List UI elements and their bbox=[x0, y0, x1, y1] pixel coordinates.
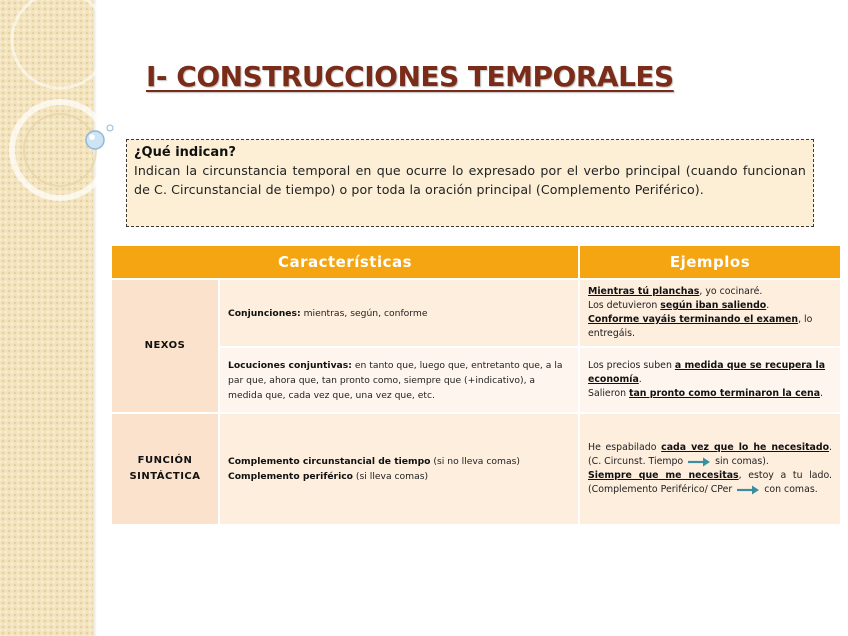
example-text: , yo cocinaré. bbox=[699, 286, 763, 297]
example-text: . bbox=[766, 300, 770, 311]
locuciones-term: Locuciones conjuntivas: bbox=[228, 359, 352, 371]
locuciones-cell bbox=[219, 347, 579, 413]
table-row-conjunciones bbox=[111, 279, 841, 347]
example-text: , estoy a tu lado. (Complemento Periférico/ CPer bbox=[588, 470, 833, 495]
conjunciones-list: mientras, según, conforme bbox=[300, 307, 428, 319]
example-text: . (C. Circunst. Tiempo bbox=[588, 442, 833, 467]
table-row-funcion bbox=[111, 413, 841, 525]
conjunciones-term: Conjunciones: bbox=[228, 307, 301, 319]
example-underlined: a medida que se recupera la economía bbox=[588, 360, 826, 385]
example-text: . bbox=[820, 388, 824, 399]
intro-text: Indican la circunstancia temporal en que ocurre lo expresado por el verbo principal (cuando funcionan de C. Circunstancial de tiempo) o por toda la oración principal (Complemento Periférico). bbox=[134, 163, 806, 197]
category-funcion bbox=[111, 413, 219, 525]
example-underlined: cada vez que lo he necesitado bbox=[661, 442, 830, 453]
funcion-cct-note: (si no lleva comas) bbox=[430, 456, 520, 467]
funcion-cper: Complemento periférico bbox=[228, 471, 353, 482]
category-nexos-label: NEXOS bbox=[144, 340, 186, 351]
header-ejemplos: Ejemplos bbox=[579, 245, 841, 279]
funcion-cell bbox=[219, 413, 579, 525]
funcion-cper-note: (si lleva comas) bbox=[353, 471, 429, 482]
slide-title: I- CONSTRUCCIONES TEMPORALES bbox=[146, 60, 674, 93]
example-text: , lo entregáis. bbox=[588, 314, 813, 339]
example-text: Los precios suben bbox=[588, 360, 675, 371]
example-text: sin comas). bbox=[715, 456, 769, 467]
arrow-right-icon bbox=[687, 457, 711, 467]
table-header-row bbox=[111, 245, 841, 279]
example-underlined: Conforme vayáis terminando el examen bbox=[588, 314, 799, 325]
funcion-examples bbox=[579, 413, 841, 525]
locuciones-examples bbox=[579, 347, 841, 413]
arrow-right-icon bbox=[736, 485, 760, 495]
intro-question: ¿Qué indican? bbox=[134, 145, 236, 160]
conjunciones-examples bbox=[579, 279, 841, 347]
category-funcion-label-1: FUNCIÓN bbox=[137, 455, 193, 466]
category-funcion-label-2: SINTÁCTICA bbox=[129, 471, 201, 482]
category-nexos bbox=[111, 279, 219, 413]
conjunciones-cell bbox=[219, 279, 579, 347]
example-text: . bbox=[638, 374, 642, 385]
funcion-cct: Complemento circunstancial de tiempo bbox=[228, 456, 431, 467]
table-row-locuciones bbox=[111, 347, 841, 413]
intro-box bbox=[126, 139, 814, 227]
example-underlined: Mientras tú planchas bbox=[588, 286, 700, 297]
header-caracteristicas: Características bbox=[111, 245, 579, 279]
example-text: Salieron bbox=[588, 388, 629, 399]
example-text: He espabilado bbox=[588, 442, 662, 453]
locuciones-list: en tanto que, luego que, entretanto que, a la par que, ahora que, tan pronto como, siempre que (+indicativo), a medida que, cada vez que, una vez que, etc. bbox=[228, 359, 563, 401]
example-underlined: Siempre que me necesitas bbox=[588, 470, 739, 481]
example-text: Los detuvieron bbox=[588, 300, 661, 311]
example-text: con comas. bbox=[764, 484, 818, 495]
characteristics-table bbox=[110, 244, 842, 526]
example-underlined: tan pronto como terminaron la cena bbox=[629, 388, 821, 399]
example-underlined: según iban saliendo bbox=[660, 300, 767, 311]
